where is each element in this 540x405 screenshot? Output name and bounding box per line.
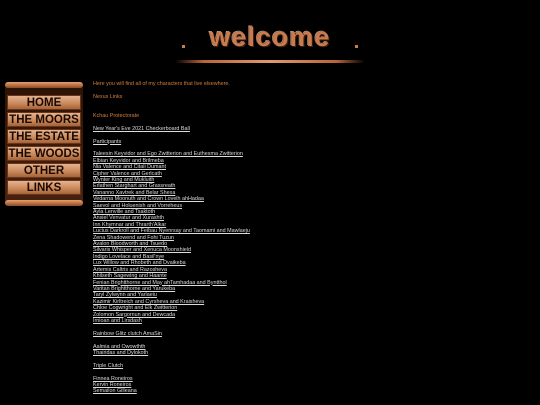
character-link[interactable]: Fenian Brightthorne and May ahTamhadaa and Byntthol (93, 279, 227, 286)
character-link[interactable]: Silvaris Whisper and Xenuca Moonshield (93, 247, 191, 254)
character-link[interactable]: Ansiel Venvatur and Xurashth (93, 215, 165, 222)
character-link[interactable]: Inn Khymnar and Thrarth'Alkar (93, 221, 167, 228)
character-link[interactable]: Kervin Roneiros (93, 381, 132, 388)
nav-other-button[interactable]: OTHER (7, 163, 81, 178)
nav-links-button[interactable]: LINKS (7, 180, 81, 195)
character-link[interactable]: Saevol and Holuenish and Vorreheus (93, 202, 183, 209)
rainbow-glitz-list (93, 344, 393, 357)
character-link[interactable]: Kazimir Kirltreich and Cyrsheva and Kraisheva (93, 298, 205, 305)
character-link[interactable]: Indigo Lovelace and Basil'nye (93, 253, 165, 260)
character-link[interactable]: Semailon Gilleana (93, 388, 137, 395)
character-link[interactable]: Vedarna Moonuth and Crown Lovelh ahHadaa (93, 196, 204, 203)
character-link[interactable]: Zena Shadowend and Fohi Tuzun (93, 234, 174, 241)
nav-bottom-cap (5, 200, 83, 206)
character-link[interactable]: Lux Willow and Rhobeth and Dvaikeba (93, 260, 186, 267)
character-link[interactable]: Taryl Zylwynn and Yarlaeiu (93, 292, 157, 299)
character-link[interactable]: Khilseth Sagewing and Haante (93, 273, 167, 280)
main-content (93, 81, 393, 395)
intro-text: Here you will find all of my characters that live elsewhere. (93, 81, 230, 87)
header-dot-right (355, 45, 358, 48)
character-link[interactable]: Ayla Lenville and Tsaktoth (93, 209, 156, 216)
character-link[interactable]: Avalon Bloodworth and Tsuedo (93, 241, 168, 248)
participants-list (93, 151, 393, 324)
nexus-links-heading: Nexus Links (93, 93, 123, 100)
character-link[interactable]: Taleesin Keyvidor and Ego Zwitterion and Euthesma Zwitterion (93, 151, 243, 158)
character-link[interactable]: Nia Valence and Citali Dumant (93, 164, 167, 171)
kchau-heading: Kchau Protectorate (93, 112, 140, 119)
event-link[interactable]: New Year's Eve 2021 Checkerboard Ball (93, 125, 190, 132)
nav-home-button[interactable]: HOME (7, 95, 81, 110)
character-link[interactable]: Aalmia and Owowthth (93, 343, 146, 350)
character-link[interactable]: Varitan Brightthorne and Yarukeba (93, 285, 176, 292)
character-link[interactable]: Irnioan and Lirsdash (93, 317, 142, 324)
participants-link[interactable]: Participants (93, 138, 122, 145)
character-link[interactable]: Elbian Keyvidor and Brilmeba (93, 157, 164, 164)
triple-clutch-list (93, 376, 393, 395)
nav-menu (5, 82, 83, 206)
character-link[interactable]: Thairidas and Dylokoth (93, 349, 149, 356)
nav-woods-button[interactable]: THE WOODS (8, 148, 80, 160)
character-link[interactable]: Finnea Roneiros (93, 375, 133, 382)
header-divider (175, 60, 365, 63)
character-link[interactable]: Lucius Darkroll and Feibau Nyenrsay and Taomami and Mawlaeju (93, 228, 250, 235)
welcome-header (170, 20, 370, 70)
nav-top-cap (5, 82, 83, 88)
character-link[interactable]: Zolomon Sargornun and Dewcada (93, 311, 176, 318)
nav-moors-button[interactable]: THE MOORS (7, 112, 81, 127)
character-link[interactable]: Chloe Cogwright and Elk Zwitterion (93, 305, 178, 312)
character-link[interactable]: Wynter King and Mukluith (93, 177, 155, 183)
character-link[interactable]: Cipher Valence and Gerlcath (93, 170, 162, 177)
page-title: welcome (209, 22, 331, 52)
character-link[interactable]: Erlathen Starghart and Grassreath (93, 183, 176, 190)
rainbow-glitz-link[interactable]: Rainbow Glitz clutch AmaSin (93, 330, 162, 337)
nav-estate-button[interactable]: THE ESTATE (7, 129, 81, 144)
header-dot-left (182, 45, 185, 48)
character-link[interactable]: Artemis Caltris and Razosheva (93, 266, 168, 273)
character-link[interactable]: Vananno Xavtrek and Belar Shexa (93, 189, 176, 196)
triple-clutch-link[interactable]: Triple Clutch (93, 362, 124, 369)
